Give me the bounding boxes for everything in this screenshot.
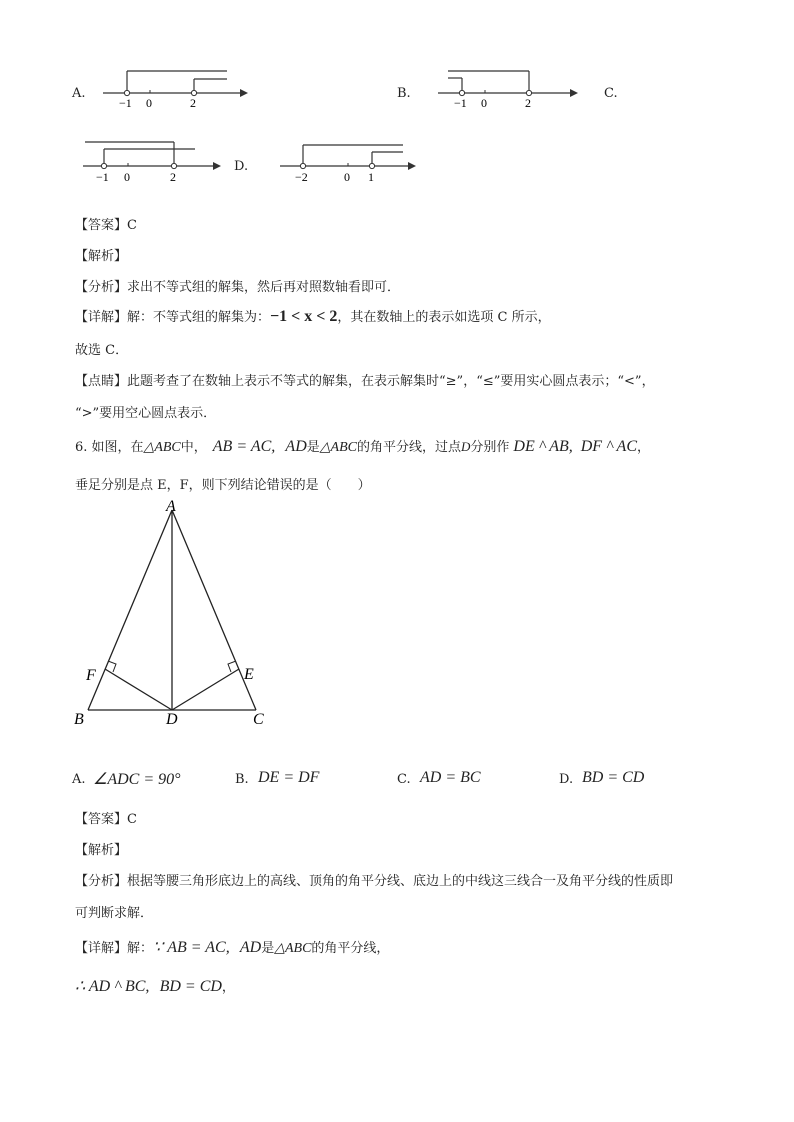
tick-label: 2: [525, 96, 531, 110]
q5-fenxi-line: [75, 276, 400, 295]
xiangjie-text: ，其在数轴上的表示如选项 C 所示，: [337, 310, 551, 325]
triangle-abc: △ABC: [143, 440, 181, 455]
tick-label: 2: [170, 170, 176, 184]
fenxi-text: 求出不等式组的解集，然后再对照数轴看即可．: [127, 280, 401, 295]
q6-stem-line1: [75, 436, 650, 456]
point-d: D: [461, 439, 471, 454]
stem-text: 分别作: [470, 440, 510, 455]
inequality-solution: −1 < x < 2: [270, 308, 338, 325]
option-c-letter: C.: [604, 86, 618, 101]
answer-tag: 【答案】: [75, 218, 128, 233]
number-line-b: [430, 65, 582, 110]
q6-therefore-line: [75, 976, 235, 996]
stem-text: 中，: [180, 440, 207, 455]
q6-option-c-letter: C.: [397, 772, 411, 787]
q5-dianjing-line1: [75, 370, 655, 389]
option-a-letter: A.: [72, 86, 86, 101]
tick-label: −1: [119, 96, 132, 110]
tick-label: −1: [96, 170, 109, 184]
segment-ad: AD: [285, 438, 307, 455]
segment-ad: AD: [239, 939, 262, 956]
q6-option-a-letter: A.: [72, 772, 86, 787]
q6-fenxi-line1: [75, 870, 673, 889]
number-line-a: [95, 65, 250, 110]
xiangjie-text: 解：不等式组的解集为：: [127, 310, 271, 325]
eq-ab-ac: AB = AC,: [212, 438, 276, 455]
answer-value: C: [127, 218, 137, 233]
xiangjie-text: 的角平分线，: [311, 941, 390, 956]
vertex-label-a: A: [166, 498, 176, 515]
triangle-abc: △ABC: [319, 440, 357, 455]
therefore-end: ，: [221, 980, 235, 995]
therefore-ad-perp-bc: ∴ AD ^ BC,: [75, 978, 150, 995]
perp-de-ab: DE ^ AB,: [513, 438, 573, 455]
because-ab-ac: ∵ AB = AC,: [153, 939, 230, 956]
fenxi-tag: 【分析】: [75, 280, 128, 295]
q6-option-d-expr: BD = CD: [582, 769, 645, 786]
tick-label: −1: [454, 96, 467, 110]
stem-text: ，: [636, 440, 650, 455]
q6-option-b-letter: B.: [235, 772, 249, 787]
xiangjie-text: 是: [261, 941, 275, 956]
dianjing-text: 此题考查了在数轴上表示不等式的解集，在表示解集时“≥”，“≤”要用实心圆点表示；“<”，: [127, 374, 655, 389]
tick-label: 0: [124, 170, 130, 184]
q5-analysis-tag: 【解析】: [75, 249, 128, 264]
vertex-label-c: C: [253, 711, 264, 728]
tick-label: 0: [481, 96, 487, 110]
perp-df-ac: DF ^ AC: [580, 438, 637, 455]
q6-stem-line2: 垂足分别是点 E，F，则下列结论错误的是（ ）: [75, 478, 371, 493]
tick-label: −2: [295, 170, 308, 184]
number-line-d: [272, 137, 422, 185]
tick-label: 2: [190, 96, 196, 110]
q5-xiangjie-line: [75, 306, 551, 326]
q6-option-b-expr: DE = DF: [258, 769, 320, 786]
tick-label: 0: [344, 170, 350, 184]
vertex-label-d: D: [166, 711, 178, 728]
stem-text: 的角平分线，过点: [356, 440, 461, 455]
fenxi-tag: 【分析】: [75, 874, 128, 889]
therefore-bd-cd: BD = CD: [159, 978, 222, 995]
tick-label: 1: [368, 170, 374, 184]
stem-text: 6. 如图，在: [75, 440, 144, 455]
q6-analysis-tag: 【解析】: [75, 843, 128, 858]
dianjing-tag: 【点睛】: [75, 374, 128, 389]
number-line-c: [75, 137, 225, 185]
q6-option-a-expr: ∠ADC = 90°: [93, 771, 181, 788]
fenxi-text: 根据等腰三角形底边上的高线、顶角的角平分线、底边上的中线这三线合一及角平分线的性质即: [127, 874, 674, 889]
vertex-label-b: B: [74, 711, 84, 728]
q6-option-c-expr: AD = BC: [420, 769, 481, 786]
triangle-abc: △ABC: [274, 941, 312, 956]
q5-conclusion: 故选 C．: [75, 343, 129, 358]
tick-label: 0: [146, 96, 152, 110]
option-b-letter: B.: [397, 86, 411, 101]
option-d-letter: D.: [234, 159, 249, 174]
q6-option-d-letter: D.: [559, 772, 574, 787]
xiangjie-tag: 【详解】: [75, 941, 128, 956]
answer-value: C: [127, 812, 137, 827]
xiangjie-text: 解：: [127, 941, 154, 956]
vertex-label-e: E: [244, 666, 254, 683]
answer-tag: 【答案】: [75, 812, 128, 827]
q6-answer-line: [75, 808, 137, 827]
triangle-figure: [70, 495, 280, 730]
vertex-label-f: F: [86, 667, 96, 684]
q6-fenxi-line2: 可判断求解．: [75, 906, 154, 921]
q5-dianjing-line2: “>”要用空心圆点表示．: [75, 406, 217, 421]
xiangjie-tag: 【详解】: [75, 310, 128, 325]
stem-text: 是: [306, 440, 320, 455]
q5-answer-line: [75, 214, 137, 233]
q6-xiangjie-line: [75, 937, 389, 957]
